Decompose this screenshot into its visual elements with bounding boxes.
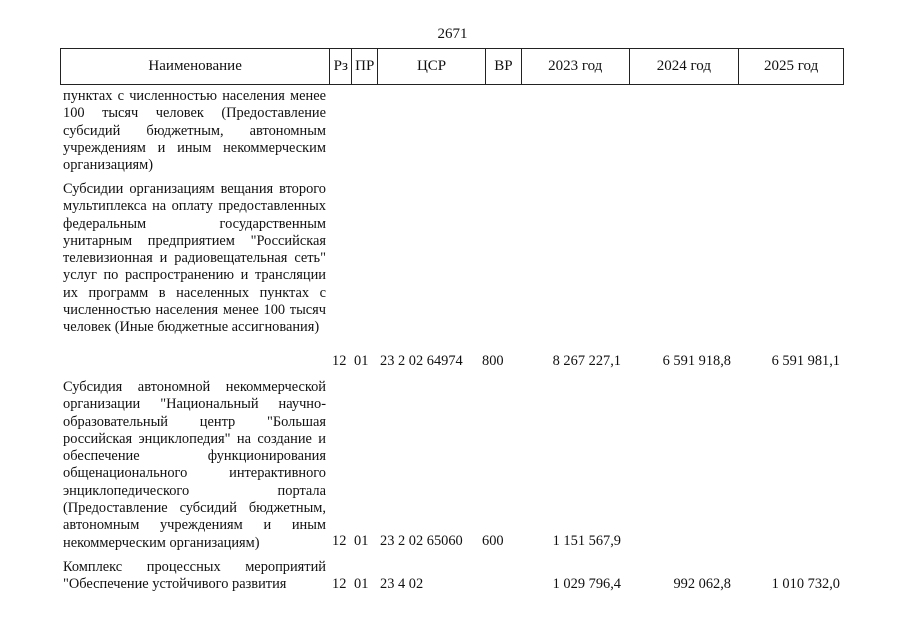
- header-2023: 2023 год: [522, 49, 630, 84]
- row-1-rz: 12: [332, 353, 347, 369]
- header-2025: 2025 год: [764, 58, 819, 74]
- row-2-2023: 1 151 567,9: [552, 533, 621, 549]
- row-3-csr: 23 4 02: [380, 576, 424, 592]
- header-name: Наименование: [61, 49, 330, 84]
- row-2-vr: 600: [482, 533, 504, 549]
- header-vr: ВР: [486, 49, 522, 84]
- row-3-2024: 992 062,8: [673, 576, 731, 592]
- row-2-name: Субсидия автономной некоммерческой организации "Национальный научно-образовательный центр "Большая российская энциклопедия" на создание и обеспечение функционирования общенационального интерактивного энциклопедического портала (Предоставление субсидий бюджетным, автономным учреждениям и иным некоммерческим организациям): [63, 379, 326, 551]
- page-number: 2671: [437, 26, 468, 42]
- row-1-csr: 23 2 02 64974: [380, 353, 463, 369]
- row-1-vr: 800: [482, 353, 504, 369]
- header-2024: 2024 год: [630, 49, 740, 84]
- row-1-2024: 6 591 918,8: [662, 353, 731, 369]
- row-1-2023: 8 267 227,1: [552, 353, 621, 369]
- header-rz: Рз: [330, 49, 352, 84]
- row-2-csr: 23 2 02 65060: [380, 533, 463, 549]
- row-2-rz: 12: [332, 533, 347, 549]
- header-csr: ЦСР: [378, 49, 486, 84]
- row-3-name: Комплекс процессных мероприятий "Обеспечение устойчивого развития: [63, 559, 326, 593]
- row-0-name: пунктах с численностью населения менее 100 тысяч человек (Предоставление субсидий бюджетным, автономным учреждениям и иным некоммерческим организациям): [63, 88, 326, 174]
- row-3-rz: 12: [332, 576, 347, 592]
- row-2-pr: 01: [354, 533, 369, 549]
- row-3-pr: 01: [354, 576, 369, 592]
- row-1-name: Субсидии организациям вещания второго мультиплекса на оплату предоставленных федеральным государственным унитарным предприятием "Российская телевизионная и радиовещательная сеть" услуг по распространению и трансляции их программ в населенных пунктах с численностью населения менее 100 тысяч человек (Иные бюджетные ассигнования): [63, 181, 326, 336]
- row-3-2025: 1 010 732,0: [771, 576, 840, 592]
- row-1-pr: 01: [354, 353, 369, 369]
- row-1-2025: 6 591 981,1: [771, 353, 840, 369]
- row-3-2023: 1 029 796,4: [552, 576, 621, 592]
- header-pr: ПР: [352, 49, 378, 84]
- table-header: [60, 48, 844, 85]
